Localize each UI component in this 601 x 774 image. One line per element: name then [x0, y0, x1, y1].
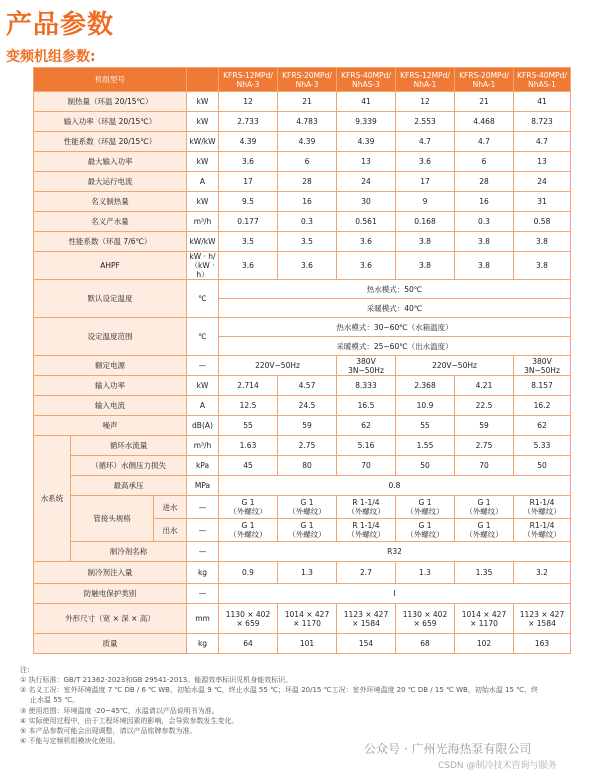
- row-label: 名义产水量: [34, 212, 187, 232]
- value-cell: 9.5: [219, 192, 278, 212]
- merged-value-cell: R32: [219, 542, 571, 562]
- value-cell: 17: [396, 172, 455, 192]
- note-item: 止水温 55 ℃。: [30, 696, 80, 705]
- value-cell: 21: [278, 92, 337, 112]
- model-header: KFRS-12MPd/ NhA-1: [396, 68, 455, 92]
- value-cell: G 1 （外螺纹）: [455, 519, 514, 542]
- value-cell: 62: [514, 416, 571, 436]
- table-row: [34, 132, 571, 152]
- value-cell: 24: [514, 172, 571, 192]
- row-label: 质量: [34, 634, 187, 654]
- value-cell: 1014 × 427 × 1170: [278, 604, 337, 634]
- model-header: KFRS-12MPd/ NhA-3: [219, 68, 278, 92]
- unit-cell: —: [187, 356, 219, 376]
- table-row: [34, 376, 571, 396]
- unit-cell: MPa: [187, 476, 219, 496]
- row-label: 外形尺寸（宽 × 深 × 高）: [34, 604, 187, 634]
- row-label: 输入功率: [34, 376, 187, 396]
- note-item: ④ 实际使用过程中，由于工程环境因素的影响，会导致参数发生变化。: [20, 716, 239, 725]
- model-header: KFRS-40MPd/ NhAS-1: [514, 68, 571, 92]
- row-label: （循环）水侧压力损失: [71, 456, 187, 476]
- row-label: 最高承压: [71, 476, 187, 496]
- unit-cell: ℃: [187, 280, 219, 318]
- unit-cell: kW/kW: [187, 232, 219, 252]
- value-cell: 70: [337, 456, 396, 476]
- row-label: 输入功率（环温 20/15℃）: [34, 112, 187, 132]
- value-cell: 1.55: [396, 436, 455, 456]
- value-cell: 9.339: [337, 112, 396, 132]
- row-label: 循环水流量: [71, 436, 187, 456]
- value-cell: 1130 × 402 × 659: [396, 604, 455, 634]
- note-item: ① 执行标准：GB/T 21362-2023和GB 29541-2013。能源效率标识见机身能效标识。: [20, 676, 293, 685]
- value-cell: 380V 3N~50Hz: [337, 356, 396, 376]
- value-cell: 8.157: [514, 376, 571, 396]
- value-cell: 1.3: [278, 562, 337, 584]
- header-unit-blank: [187, 68, 219, 92]
- value-cell: 4.7: [514, 132, 571, 152]
- table-row: [34, 212, 571, 232]
- value-cell: 4.39: [219, 132, 278, 152]
- row-label: 制热量（环温 20/15℃）: [34, 92, 187, 112]
- value-cell: 4.783: [278, 112, 337, 132]
- value-cell: 4.7: [396, 132, 455, 152]
- unit-cell: ℃: [187, 318, 219, 356]
- water-system-label: 水系统: [34, 436, 71, 562]
- value-cell: 16.5: [337, 396, 396, 416]
- value-cell: 3.5: [219, 232, 278, 252]
- value-cell: 24: [337, 172, 396, 192]
- unit-cell: —: [187, 496, 219, 519]
- value-cell: 1.35: [455, 562, 514, 584]
- value-cell: 3.6: [337, 232, 396, 252]
- unit-cell: kg: [187, 562, 219, 584]
- table-row: [34, 396, 571, 416]
- value-cell: 2.7: [337, 562, 396, 584]
- unit-cell: —: [187, 542, 219, 562]
- merged-value-cell: 热水模式：50℃: [219, 280, 571, 299]
- value-cell: 3.8: [396, 252, 455, 280]
- value-cell: 3.6: [278, 252, 337, 280]
- model-header: KFRS-20MPd/ NhA-1: [455, 68, 514, 92]
- unit-cell: mm: [187, 604, 219, 634]
- value-cell: 13: [337, 152, 396, 172]
- row-label: 制冷剂注入量: [34, 562, 187, 584]
- unit-cell: kW: [187, 192, 219, 212]
- note-item: ② 名义工况：室外环境温度 7 ℃ DB / 6 ℃ WB，初始水温 9 ℃，终止水温 55 ℃；环温 20/15 ℃工况：室外环境温度 20 ℃ DB / 15 ℃ WB，初始水温 15 ℃，终: [20, 686, 539, 695]
- value-cell: 2.733: [219, 112, 278, 132]
- page-title: 产品参数: [6, 10, 115, 40]
- value-cell: 0.168: [396, 212, 455, 232]
- value-cell: 2.75: [278, 436, 337, 456]
- value-cell: 70: [455, 456, 514, 476]
- value-cell: 3.8: [455, 252, 514, 280]
- row-label: 最大输入功率: [34, 152, 187, 172]
- value-cell: 28: [455, 172, 514, 192]
- value-cell: G 1 （外螺纹）: [396, 496, 455, 519]
- row-label: 最大运行电流: [34, 172, 187, 192]
- value-cell: 41: [514, 92, 571, 112]
- notes-section: [20, 665, 590, 746]
- value-cell: 4.7: [455, 132, 514, 152]
- value-cell: 59: [455, 416, 514, 436]
- value-cell: 50: [396, 456, 455, 476]
- value-cell: 3.6: [219, 252, 278, 280]
- value-cell: 80: [278, 456, 337, 476]
- value-cell: 2.368: [396, 376, 455, 396]
- value-cell: G 1 （外螺纹）: [278, 519, 337, 542]
- value-cell: R 1-1/4 （外螺纹）: [337, 519, 396, 542]
- unit-cell: —: [187, 584, 219, 604]
- value-cell: 12: [396, 92, 455, 112]
- unit-cell: —: [187, 519, 219, 542]
- value-cell: 3.8: [514, 232, 571, 252]
- value-cell: 102: [455, 634, 514, 654]
- value-cell: 3.2: [514, 562, 571, 584]
- value-cell: 3.8: [455, 232, 514, 252]
- unit-cell: dB(A): [187, 416, 219, 436]
- table-row: [34, 92, 571, 112]
- unit-cell: kPa: [187, 456, 219, 476]
- unit-cell: kW: [187, 112, 219, 132]
- value-cell: 101: [278, 634, 337, 654]
- value-cell: 16.2: [514, 396, 571, 416]
- row-label: AHPF: [34, 252, 187, 280]
- table-row: [34, 542, 571, 562]
- value-cell: 30: [337, 192, 396, 212]
- value-cell: 3.6: [219, 152, 278, 172]
- table-row: [34, 604, 571, 634]
- value-cell: G 1 （外螺纹）: [219, 496, 278, 519]
- value-cell: 163: [514, 634, 571, 654]
- value-cell: 22.5: [455, 396, 514, 416]
- table-row: [34, 436, 571, 456]
- value-cell: G 1 （外螺纹）: [278, 496, 337, 519]
- unit-cell: kW/kW: [187, 132, 219, 152]
- value-cell: 4.57: [278, 376, 337, 396]
- table-row: [34, 584, 571, 604]
- value-cell: 8.723: [514, 112, 571, 132]
- row-label: 额定电源: [34, 356, 187, 376]
- value-cell: 45: [219, 456, 278, 476]
- value-cell: 10.9: [396, 396, 455, 416]
- value-cell: 0.561: [337, 212, 396, 232]
- table-row: [34, 112, 571, 132]
- value-cell: 1130 × 402 × 659: [219, 604, 278, 634]
- table-row: [34, 192, 571, 212]
- value-cell: 21: [455, 92, 514, 112]
- value-cell: 4.468: [455, 112, 514, 132]
- row-label: 设定温度范围: [34, 318, 187, 356]
- note-item: ⑥ 不能与定频机组模块化使用。: [20, 736, 120, 745]
- value-cell: R1-1/4 （外螺纹）: [514, 519, 571, 542]
- row-sublabel: 出水: [154, 519, 187, 542]
- model-header: KFRS-40MPd/ NhAS-3: [337, 68, 396, 92]
- value-cell: 2.553: [396, 112, 455, 132]
- value-cell: 17: [219, 172, 278, 192]
- value-cell: 4.21: [455, 376, 514, 396]
- unit-cell: m³/h: [187, 436, 219, 456]
- value-cell: 5.16: [337, 436, 396, 456]
- value-cell: 8.333: [337, 376, 396, 396]
- unit-cell: kW: [187, 152, 219, 172]
- value-cell: 1.63: [219, 436, 278, 456]
- value-cell: 16: [455, 192, 514, 212]
- merged-value-cell: 采暖模式：25~60℃（出水温度）: [219, 337, 571, 356]
- value-cell: 28: [278, 172, 337, 192]
- value-cell: 0.9: [219, 562, 278, 584]
- unit-cell: kg: [187, 634, 219, 654]
- spec-table: [33, 67, 571, 654]
- table-row: [34, 562, 571, 584]
- value-cell: 16: [278, 192, 337, 212]
- row-label: 默认设定温度: [34, 280, 187, 318]
- value-cell: 1014 × 427 × 1170: [455, 604, 514, 634]
- unit-cell: kW: [187, 376, 219, 396]
- value-cell: 62: [337, 416, 396, 436]
- value-cell: 9: [396, 192, 455, 212]
- watermark-csdn: CSDN @制冷技术咨询与服务: [438, 761, 557, 771]
- table-row: [34, 634, 571, 654]
- row-label: 输入电流: [34, 396, 187, 416]
- value-cell: G 1 （外螺纹）: [396, 519, 455, 542]
- row-label: 性能系数（环温 7/6℃）: [34, 232, 187, 252]
- value-cell: 55: [219, 416, 278, 436]
- value-cell: 3.6: [337, 252, 396, 280]
- unit-cell: m³/h: [187, 212, 219, 232]
- section-subtitle: 变频机组参数:: [6, 49, 96, 65]
- value-cell: 0.58: [514, 212, 571, 232]
- row-label: 噪声: [34, 416, 187, 436]
- value-cell: 0.3: [278, 212, 337, 232]
- table-row: [34, 232, 571, 252]
- merged-value-cell: 220V~50Hz: [396, 356, 514, 376]
- unit-cell: kW: [187, 92, 219, 112]
- table-row: [34, 416, 571, 436]
- value-cell: 3.5: [278, 232, 337, 252]
- unit-cell: A: [187, 396, 219, 416]
- value-cell: 24.5: [278, 396, 337, 416]
- value-cell: 13: [514, 152, 571, 172]
- table-row: [34, 356, 571, 376]
- value-cell: 380V 3N~50Hz: [514, 356, 571, 376]
- value-cell: 55: [396, 416, 455, 436]
- merged-value-cell: 0.8: [219, 476, 571, 496]
- value-cell: 3.6: [396, 152, 455, 172]
- model-header: KFRS-20MPd/ NhA-3: [278, 68, 337, 92]
- note-item: ⑤ 本产品参数可能会出现调整，请以产品铭牌参数为准。: [20, 726, 197, 735]
- unit-cell: A: [187, 172, 219, 192]
- unit-cell: kW · h/ （kW · h）: [187, 252, 219, 280]
- table-row: [34, 496, 571, 519]
- merged-value-cell: I: [219, 584, 571, 604]
- value-cell: 1123 × 427 × 1584: [514, 604, 571, 634]
- note-item: ③ 使用范围：环境温度 -20~45℃，水温请以产品说明书为准。: [20, 706, 219, 715]
- table-row: [34, 252, 571, 280]
- row-label: 管接头规格: [71, 496, 154, 542]
- table-row: [34, 476, 571, 496]
- value-cell: G 1 （外螺纹）: [219, 519, 278, 542]
- value-cell: 41: [337, 92, 396, 112]
- header-label: 机组型号: [34, 68, 187, 92]
- value-cell: 154: [337, 634, 396, 654]
- value-cell: 0.3: [455, 212, 514, 232]
- value-cell: 0.177: [219, 212, 278, 232]
- value-cell: 1123 × 427 × 1584: [337, 604, 396, 634]
- value-cell: R 1-1/4 （外螺纹）: [337, 496, 396, 519]
- value-cell: 12: [219, 92, 278, 112]
- value-cell: 6: [455, 152, 514, 172]
- value-cell: 50: [514, 456, 571, 476]
- value-cell: 4.39: [278, 132, 337, 152]
- merged-value-cell: 采暖模式：40℃: [219, 299, 571, 318]
- value-cell: 3.8: [396, 232, 455, 252]
- value-cell: 2.75: [455, 436, 514, 456]
- value-cell: 2.714: [219, 376, 278, 396]
- value-cell: 3.8: [514, 252, 571, 280]
- value-cell: 59: [278, 416, 337, 436]
- value-cell: 6: [278, 152, 337, 172]
- value-cell: 4.39: [337, 132, 396, 152]
- table-row: [34, 456, 571, 476]
- table-row: [34, 318, 571, 337]
- row-label: 性能系数（环温 20/15℃）: [34, 132, 187, 152]
- row-sublabel: 进水: [154, 496, 187, 519]
- value-cell: R1-1/4 （外螺纹）: [514, 496, 571, 519]
- merged-value-cell: 220V~50Hz: [219, 356, 337, 376]
- value-cell: 68: [396, 634, 455, 654]
- value-cell: G 1 （外螺纹）: [455, 496, 514, 519]
- table-row: [34, 68, 571, 92]
- row-label: 防触电保护类别: [34, 584, 187, 604]
- value-cell: 5.33: [514, 436, 571, 456]
- table-row: [34, 152, 571, 172]
- value-cell: 64: [219, 634, 278, 654]
- table-row: [34, 172, 571, 192]
- value-cell: 12.5: [219, 396, 278, 416]
- notes-heading: 注：: [20, 666, 34, 674]
- table-row: [34, 280, 571, 299]
- row-label: 名义制热量: [34, 192, 187, 212]
- value-cell: 1.3: [396, 562, 455, 584]
- merged-value-cell: 热水模式：30~60℃（水箱温度）: [219, 318, 571, 337]
- value-cell: 31: [514, 192, 571, 212]
- watermark-account: 公众号 · 广州光海热泵有限公司: [364, 742, 532, 756]
- row-label: 制冷剂名称: [71, 542, 187, 562]
